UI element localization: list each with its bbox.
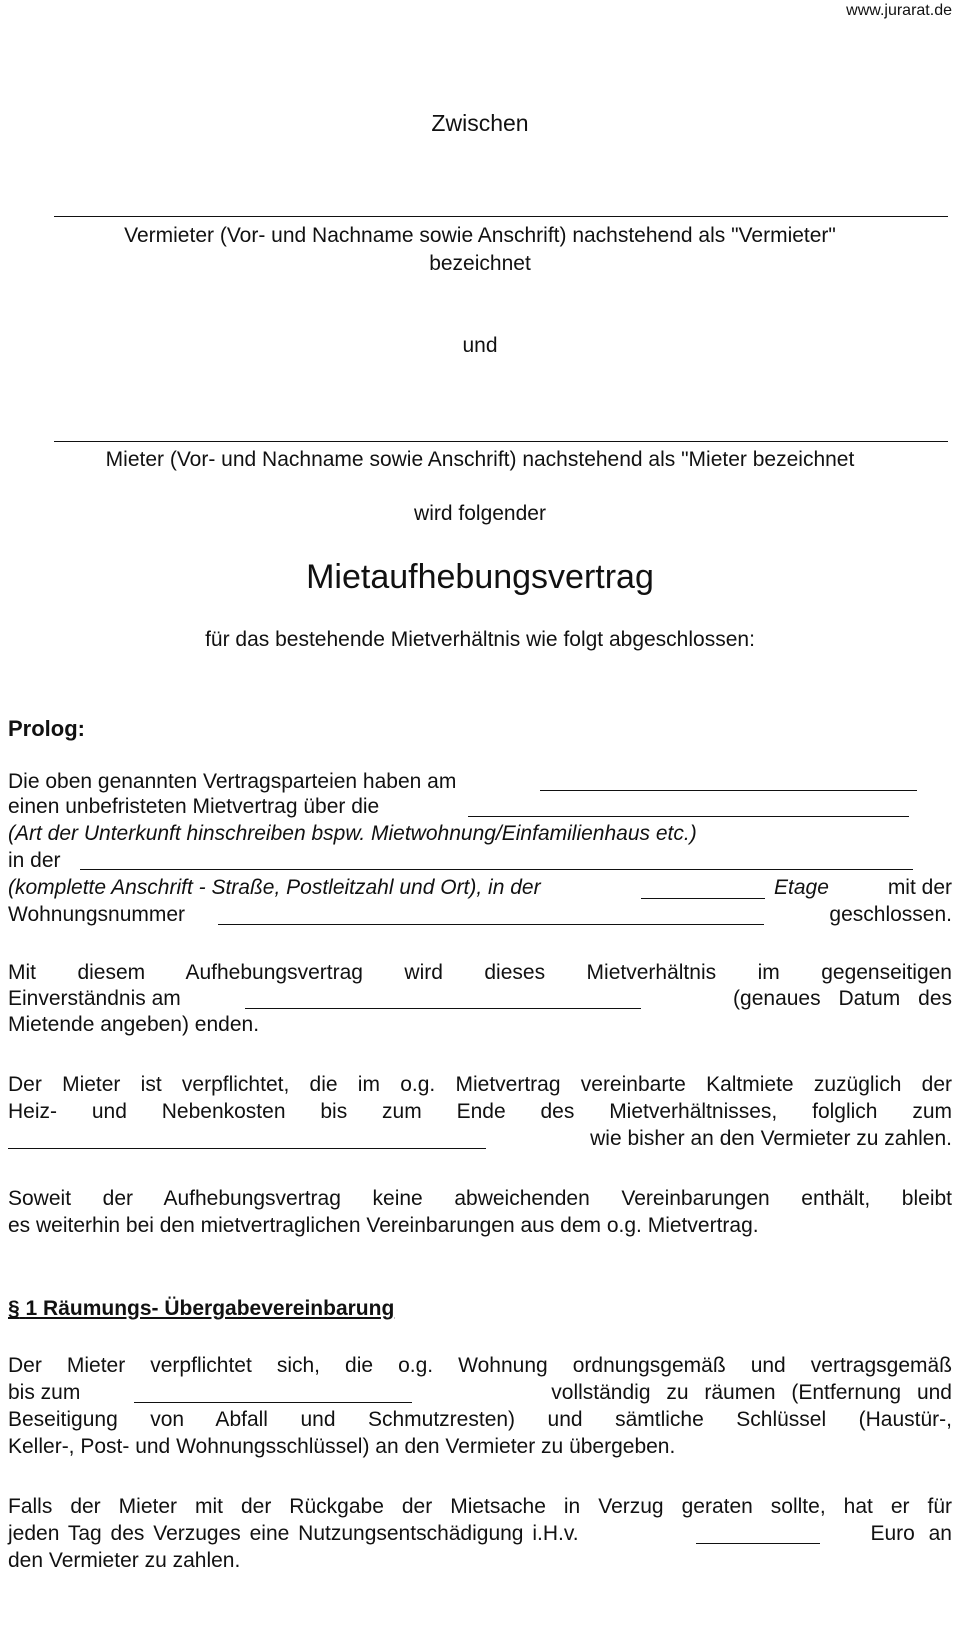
- soweit-line-2: es weiterhin bei den mietvertraglichen Vereinbarungen aus dem o.g. Mietvertrag.: [8, 1214, 759, 1237]
- nutzung-label: jeden Tag des Verzuges eine Nutzungsentschädigung i.H.v.: [8, 1522, 579, 1545]
- document-subtitle: für das bestehende Mietverhältnis wie folgt abgeschlossen:: [205, 628, 755, 651]
- bis-zum-label: bis zum: [8, 1381, 81, 1404]
- prolog-text-4: in der: [8, 849, 61, 872]
- miete-line-2: Heiz- und Nebenkosten bis zum Ende des Mietverhältnisses, folglich zum: [8, 1100, 952, 1123]
- vollstaendig-label: vollständig zu räumen (Entfernung und: [551, 1381, 952, 1404]
- aufhebung-line-1: Mit diesem Aufhebungsvertrag wird dieses Mietverhältnis im gegenseitigen: [8, 961, 952, 984]
- miete-line-1: Der Mieter ist verpflichtet, die im o.g. Mietvertrag vereinbarte Kaltmiete zuzüglich der: [8, 1073, 952, 1096]
- paragraph-symbol: §: [8, 1297, 20, 1320]
- einverstaendnis-label: Einverständnis am: [8, 987, 181, 1010]
- aufhebung-line-3: Mietende angeben) enden.: [8, 1013, 260, 1036]
- unterkunft-blank: [468, 816, 909, 817]
- section-title: 1 Räumungs- Übergabevereinbarung: [25, 1297, 395, 1320]
- prolog-text-3: (Art der Unterkunft hinschreiben bspw. Mietwohnung/Einfamilienhaus etc.): [8, 822, 697, 845]
- vermieter-signature-line: [54, 216, 948, 217]
- raeumung-date-blank: [134, 1402, 412, 1403]
- miete-line-3: wie bisher an den Vermieter zu zahlen.: [590, 1127, 952, 1150]
- mit-der-label: mit der: [887, 876, 952, 899]
- etage-blank: [641, 898, 765, 899]
- raeumung-line-4: Keller-, Post- und Wohnungsschlüssel) an den Vermieter zu übergeben.: [8, 1435, 676, 1458]
- vermieter-caption-2: bezeichnet: [429, 252, 531, 275]
- und-label: und: [462, 334, 498, 357]
- wird-folgender-label: wird folgender: [414, 502, 546, 525]
- mieter-caption: Mieter (Vor- und Nachname sowie Anschrift) nachstehend als "Mieter bezeichnet: [105, 448, 855, 471]
- prolog-text-6a: Wohnungsnummer: [8, 903, 186, 926]
- soweit-line-1: Soweit der Aufhebungsvertrag keine abweichenden Vereinbarungen enthält, bleibt: [8, 1187, 952, 1210]
- prolog-heading: Prolog:: [8, 716, 85, 741]
- anschrift-blank: [80, 869, 913, 870]
- zwischen-label: Zwischen: [431, 110, 529, 136]
- section-heading: [8, 1296, 394, 1322]
- vermieter-caption: Vermieter (Vor- und Nachname sowie Anschrift) nachstehend als "Vermieter": [124, 224, 836, 247]
- header-url: www.jurarat.de: [846, 2, 952, 19]
- miete-date-blank: [8, 1148, 486, 1149]
- verzug-line-1: Falls der Mieter mit der Rückgabe der Mietsache in Verzug geraten sollte, hat er für: [8, 1495, 952, 1518]
- prolog-text-5a: (komplette Anschrift - Straße, Postleitzahl und Ort), in der: [8, 876, 541, 899]
- geschlossen-label: geschlossen.: [829, 903, 952, 926]
- raeumung-line-3: Beseitigung von Abfall und Schmutzresten) und sämtliche Schlüssel (Haustür-,: [8, 1408, 952, 1431]
- wohnungsnummer-blank: [218, 924, 764, 925]
- prolog-text-2: einen unbefristeten Mietvertrag über die: [8, 795, 380, 818]
- genaues-datum-label: (genaues Datum des: [733, 987, 952, 1010]
- prolog-line-3: [8, 821, 952, 847]
- prolog-line-4: [8, 848, 952, 874]
- document-title: Mietaufhebungsvertrag: [306, 558, 654, 596]
- mietende-date-blank: [245, 1008, 641, 1009]
- verzug-line-3: den Vermieter zu zahlen.: [8, 1549, 241, 1572]
- etage-label: Etage: [774, 876, 829, 899]
- betrag-blank: [696, 1543, 820, 1544]
- raeumung-line-1: Der Mieter verpflichtet sich, die o.g. Wohnung ordnungsgemäß und vertragsgemäß: [8, 1354, 952, 1377]
- mieter-signature-line: [54, 441, 948, 442]
- prolog-text-1: Die oben genannten Vertragsparteien haben am: [8, 770, 457, 793]
- euro-an-label: Euro an: [870, 1522, 952, 1545]
- prolog-line-1: [8, 769, 952, 795]
- date-blank: [540, 790, 917, 791]
